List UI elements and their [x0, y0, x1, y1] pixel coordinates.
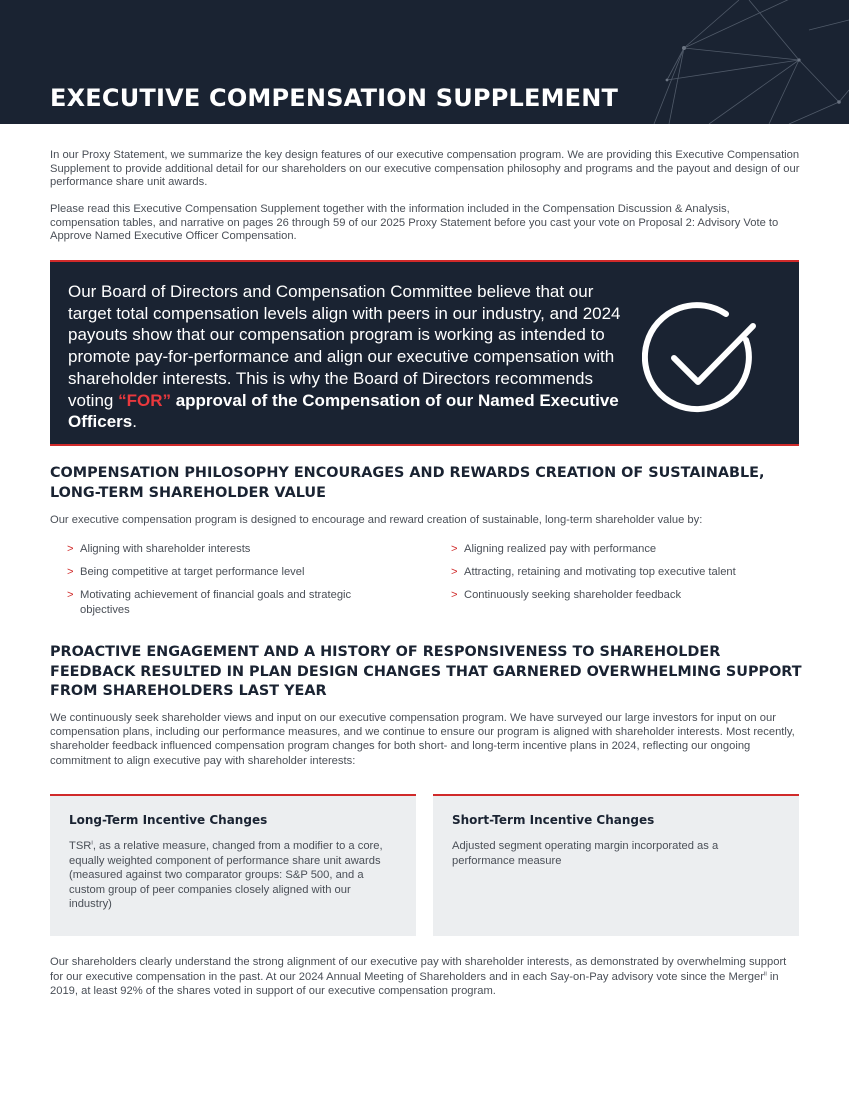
section-title-engagement: PROACTIVE ENGAGEMENT AND A HISTORY OF RESPONSIVENESS TO SHAREHOLDER FEEDBACK RESULTED IN PLAN DESIGN CHANGES THAT GARNERED OVERWHELMING SUPPORT FROM SHAREHOLDERS LAST YEAR — [50, 644, 802, 699]
philosophy-intro: Our executive compensation program is designed to encourage and reward creation of sustainable, long-term shareholder value by: — [50, 514, 703, 526]
card-body: TSR$^i$, as a relative measure, changed from a modifier to a core, equally weighted component of performance share unit awards (measured against two comparator groups: S&P 500, and a custom group of peer companies closely aligned with our industry) — [69, 839, 383, 911]
callout-text-bold: approval of the Compensation of our Named Executive Officers — [68, 390, 619, 432]
closing-paragraph: Our shareholders clearly understand the strong alignment of our executive pay with shareholder interests, as demonstrated by overwhelming support for our executive compensation in the past. At our 2024 Annual Meeting of Shareholders and in each Say-on-Pay advisory vote since the Merger$^{ii}$ in 2019, at least 92% of the shares voted in support of our executive compensation program. — [50, 956, 787, 998]
network-lines-graphic — [649, 0, 849, 124]
intro-paragraph-2: Please read this Executive Compensation Supplement together with the information included in the Compensation Discussion & Analysis, compensation tables, and narrative on pages 26 through 59 of our 2025 Proxy Statement before you cast your vote on Proposal 2: Advisory Vote to Approve Named Executive Officer Compensation. — [50, 203, 779, 243]
list-item: > Aligning realized pay with performance — [451, 543, 657, 555]
board-recommendation-callout — [50, 260, 799, 446]
short-term-incentive-card — [433, 794, 799, 936]
callout-text-end: . — [132, 412, 137, 432]
chevron-right-icon: > — [451, 543, 458, 555]
footnote-marker: i — [91, 839, 93, 847]
list-item: > Aligning with shareholder interests — [67, 543, 251, 555]
engagement-body: We continuously seek shareholder views and input on our executive compensation program. We have surveyed our large investors for input on our compensation plans, including our performance measures, and we continue to ensure our program is aligned with shareholder interests. Most recently, shareholder feedback influenced compensation program changes for both short- and long-term incentive plans in 2024, reflecting our ongoing commitment to align executive pay with shareholder interests: — [50, 712, 795, 767]
chevron-right-icon: > — [67, 543, 74, 555]
callout-text — [68, 281, 628, 433]
checkmark-circle-icon — [642, 300, 762, 420]
callout-text-main: Our Board of Directors and Compensation Committee believe that our target total compensation levels align with peers in our industry, and 2024 payouts show that our compensation program is working as intended to promote pay-for-performance and align our executive compensation with shareholder interests. This is why the Board of Directors recommends voting — [68, 282, 621, 410]
long-term-incentive-card — [50, 794, 416, 936]
chevron-right-icon: > — [67, 565, 74, 578]
page-title: EXECUTIVE COMPENSATION SUPPLEMENT — [50, 84, 619, 112]
chevron-right-icon: > — [451, 588, 458, 601]
for-label: “FOR” — [118, 390, 171, 410]
list-item: > Being competitive at target performance level — [67, 565, 305, 578]
footnote-marker: ii — [763, 969, 767, 977]
list-item: > Attracting, retaining and motivating top executive talent — [451, 565, 736, 578]
philosophy-bullets-left — [67, 542, 357, 626]
chevron-right-icon: > — [67, 588, 74, 601]
section-title-philosophy: COMPENSATION PHILOSOPHY ENCOURAGES AND REWARDS CREATION OF SUSTAINABLE, LONG-TERM SHAREHOLDER VALUE — [50, 465, 765, 501]
page-header — [0, 0, 849, 124]
intro-paragraph-1: In our Proxy Statement, we summarize the key design features of our executive compensation program. We are providing this Executive Compensation Supplement to provide additional detail for our shareholders on our executive compensation philosophy and programs and the payout and design of our performance share unit awards. — [50, 149, 800, 189]
card-body: Adjusted segment operating margin incorporated as a performance measure — [452, 840, 719, 867]
chevron-right-icon: > — [451, 565, 458, 578]
card-title: Long-Term Incentive Changes — [69, 813, 268, 827]
philosophy-bullets-right — [451, 542, 803, 611]
list-item: > Continuously seeking shareholder feedback — [451, 588, 682, 601]
card-title: Short-Term Incentive Changes — [452, 813, 655, 827]
list-item: > Motivating achievement of financial goals and strategic objectives — [67, 588, 352, 616]
